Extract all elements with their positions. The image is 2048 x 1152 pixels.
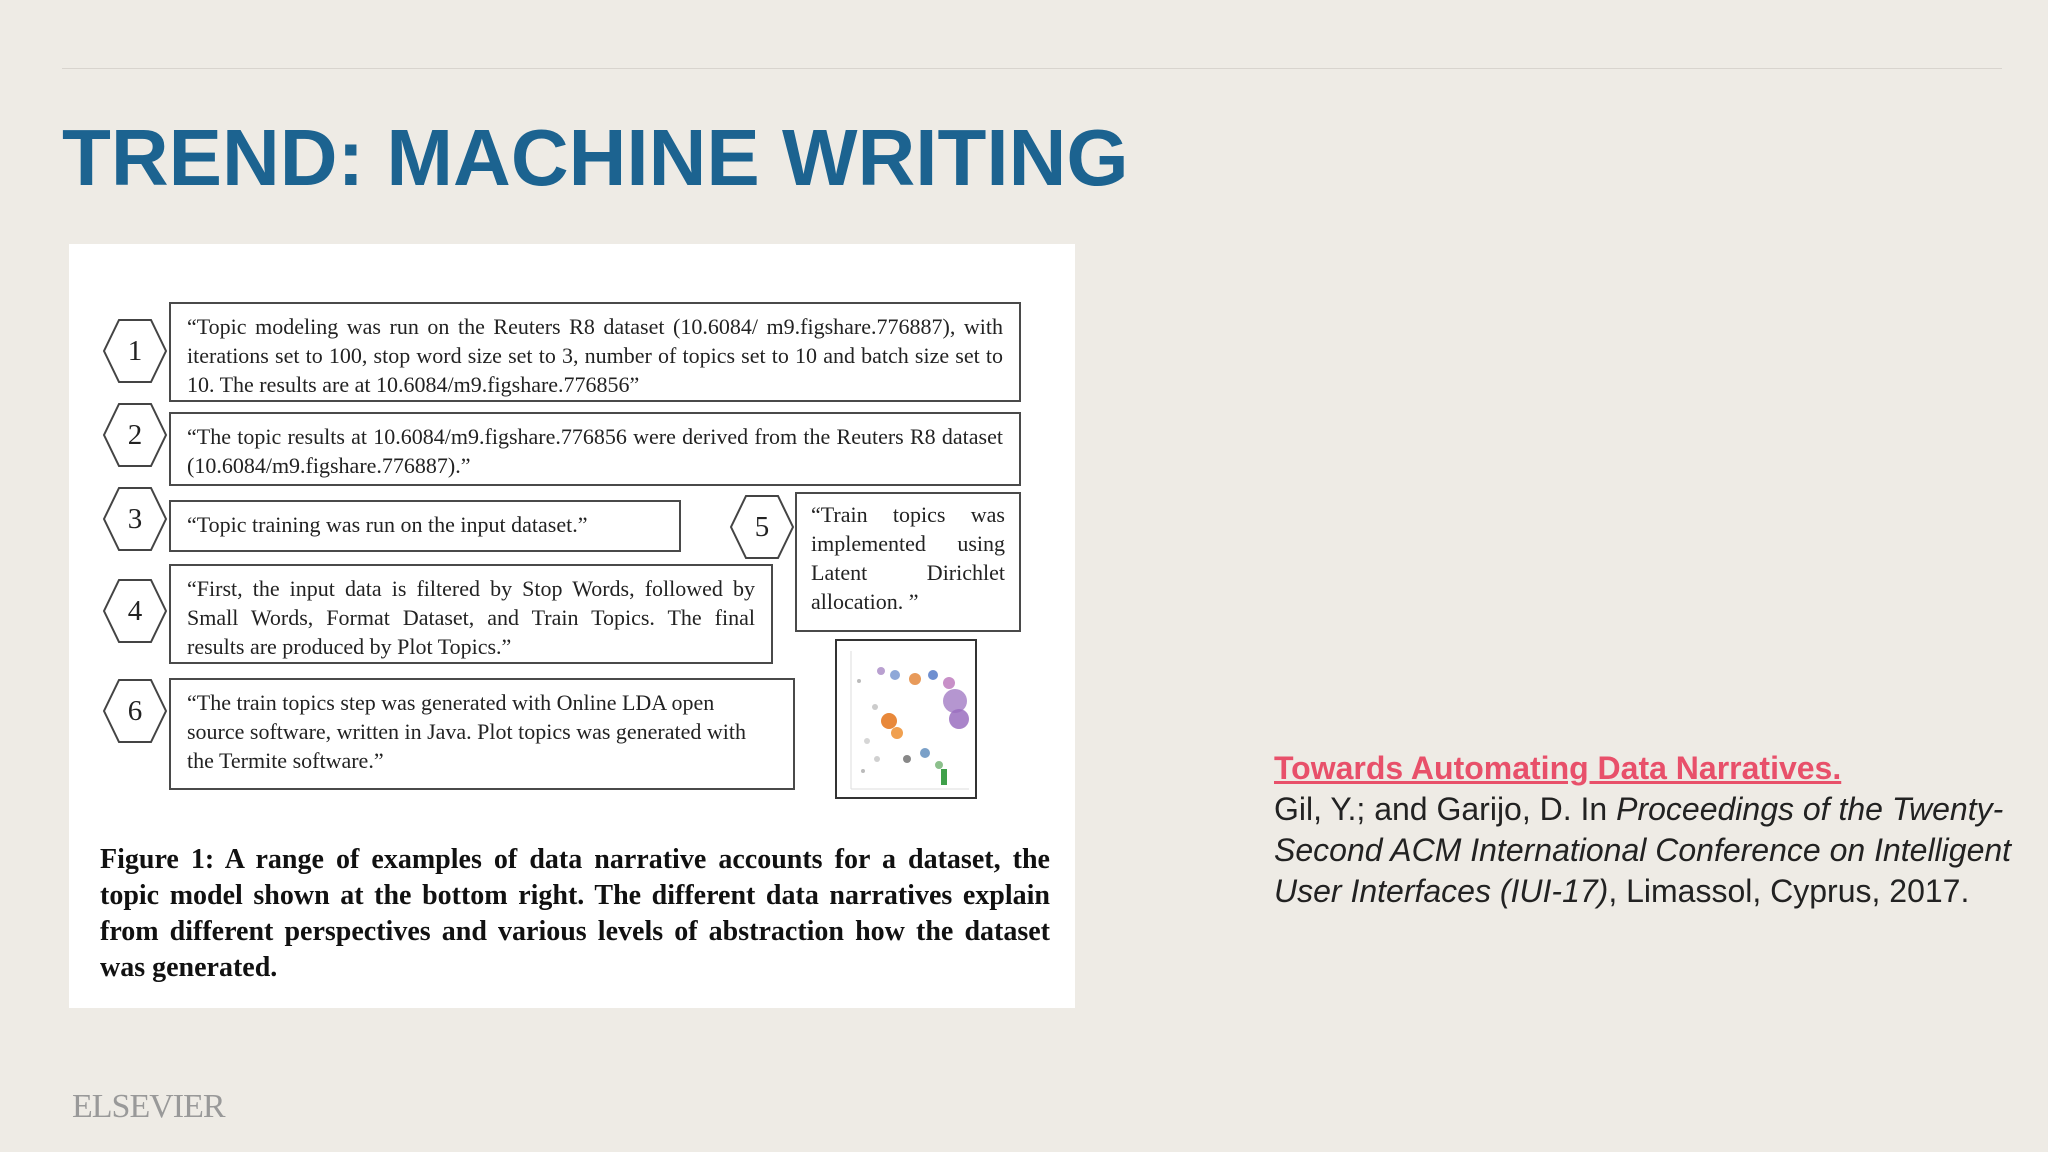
- citation-location: , Limassol, Cyprus, 2017.: [1608, 873, 1970, 909]
- elsevier-logo: ELSEVIER: [72, 1088, 225, 1125]
- badge-number: 6: [127, 695, 143, 727]
- number-badge-4: [102, 578, 168, 644]
- badge-number: 1: [127, 335, 143, 367]
- narrative-box-5: “Train topics was implemented using Latent Dirichlet allocation. ”: [795, 492, 1021, 632]
- citation-authors: Gil, Y.; and Garijo, D. In: [1274, 791, 1617, 827]
- narrative-box-3: “Topic training was run on the input dataset.”: [169, 500, 681, 552]
- number-badge-1: [102, 318, 168, 384]
- citation-venue: Proceedings of the Twenty-Second ACM International Conference on Intelligent User Interfaces (IUI-17): [1274, 791, 2012, 909]
- number-badge-6: [102, 678, 168, 744]
- number-badge-2: [102, 402, 168, 468]
- paper-title-link[interactable]: Towards Automating Data Narratives.: [1274, 750, 1842, 786]
- number-badge-3: [102, 486, 168, 552]
- badge-number: 3: [127, 503, 143, 535]
- narrative-box-2: “The topic results at 10.6084/m9.figshare.776856 were derived from the Reuters R8 dataset (10.6084/m9.figshare.776887).”: [169, 412, 1021, 486]
- badge-number: 5: [754, 511, 770, 543]
- number-badge-5: [729, 494, 795, 560]
- badge-number: 2: [127, 419, 143, 451]
- narrative-box-6: “The train topics step was generated with Online LDA open source software, written in Java. Plot topics was generated with the Termite software.”: [169, 678, 795, 790]
- badge-number: 4: [127, 595, 143, 627]
- citation: [1274, 748, 2014, 912]
- figure-image: [69, 244, 1075, 1008]
- top-divider: [62, 68, 2002, 69]
- narrative-box-4: “First, the input data is filtered by Stop Words, followed by Small Words, Format Dataset, and Train Topics. The final results are produced by Plot Topics.”: [169, 564, 773, 664]
- narrative-box-1: “Topic modeling was run on the Reuters R8 dataset (10.6084/ m9.figshare.776887), with iterations set to 100, stop word size set to 3, number of topics set to 10 and batch size set to 10. The results are at 10.6084/m9.figshare.776856”: [169, 302, 1021, 402]
- slide-title: TREND: MACHINE WRITING: [62, 113, 1129, 202]
- figure-caption: Figure 1: A range of examples of data narrative accounts for a dataset, the topic model shown at the bottom right. The different data narratives explain from different perspectives and various levels of abstraction how the dataset was generated.: [100, 844, 1050, 983]
- topic-model-plot-thumbnail: [835, 639, 977, 799]
